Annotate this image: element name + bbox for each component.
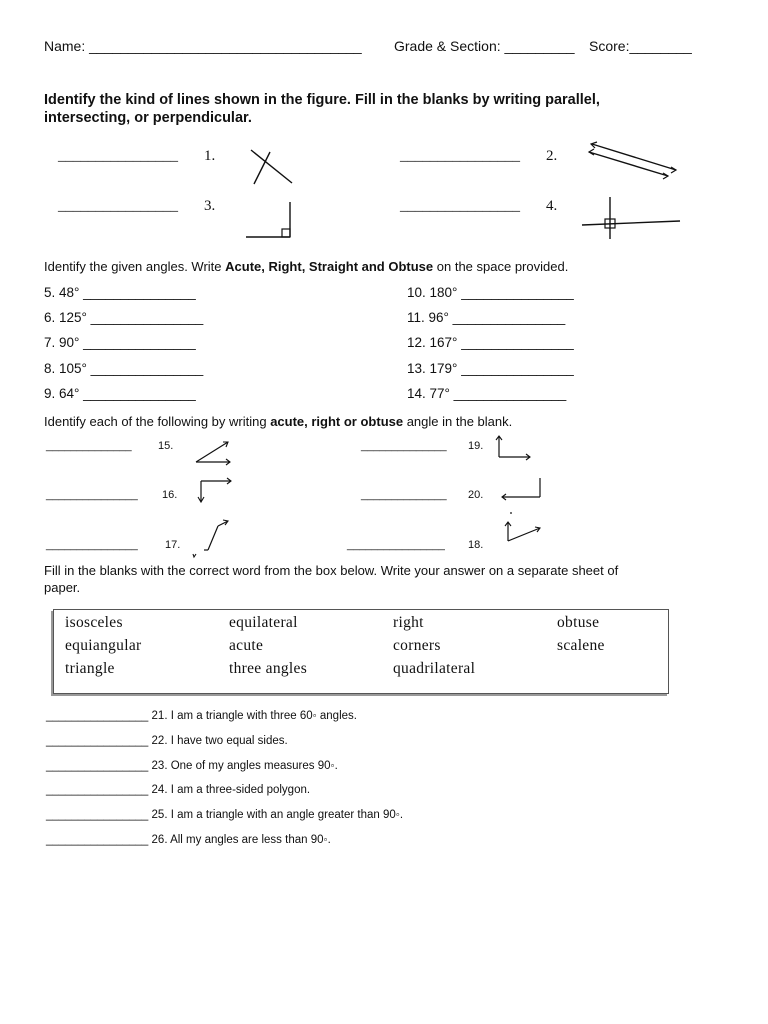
angle-item-12: 12. 167° _______________ — [407, 335, 574, 350]
part1-instruction-line2: intersecting, or perpendicular. — [44, 110, 252, 126]
question-25: ________________ 25. I am a triangle with an angle greater than 90◦. — [46, 809, 404, 821]
angle-item-9: 9. 64° _______________ — [44, 386, 196, 401]
item20-number: 20. — [468, 489, 484, 501]
item15-blank: ______________ — [46, 440, 132, 452]
item16-blank: _______________ — [46, 489, 138, 501]
item15-number: 15. — [158, 440, 174, 452]
word-obtuse: obtuse — [557, 614, 600, 631]
item16-number: 16. — [162, 489, 178, 501]
angle-item-7: 7. 90° _______________ — [44, 335, 196, 350]
parallel-lines-figure — [586, 138, 686, 183]
word-equiangular: equiangular — [65, 637, 142, 654]
item3-blank: ________________ — [58, 198, 178, 214]
perpendicular-corner-figure — [244, 200, 296, 242]
item4-number: 4. — [546, 198, 558, 214]
angle-item-11: 11. 96° _______________ — [407, 310, 566, 325]
item4-blank: ________________ — [400, 198, 520, 214]
item18-number: 18. — [468, 539, 484, 551]
item2-number: 2. — [546, 148, 558, 164]
word-acute: acute — [229, 637, 264, 654]
angle-figure-17 — [190, 516, 234, 560]
perpendicular-cross-figure — [580, 195, 684, 241]
word-right: right — [393, 614, 424, 631]
angle-item-10: 10. 180° _______________ — [407, 285, 574, 300]
item17-blank: _______________ — [46, 539, 138, 551]
part2-instruction: Identify the given angles. Write Acute, Right, Straight and Obtuse on the space provided. — [44, 259, 569, 274]
angle-item-6: 6. 125° _______________ — [44, 310, 204, 325]
angle-item-8: 8. 105° _______________ — [44, 361, 204, 376]
item3-number: 3. — [204, 198, 216, 214]
item17-number: 17. — [165, 539, 181, 551]
question-21: ________________ 21. I am a triangle with three 60◦ angles. — [46, 710, 357, 722]
word-corners: corners — [393, 637, 441, 654]
question-26: ________________ 26. All my angles are less than 90◦. — [46, 834, 331, 846]
grade-section-field-label: Grade & Section: _________ — [394, 38, 575, 54]
word-equilateral: equilateral — [229, 614, 298, 631]
part1-instruction-line1: Identify the kind of lines shown in the figure. Fill in the blanks by writing parallel, — [44, 92, 600, 108]
angle-figure-20 — [494, 475, 546, 505]
angle-figure-15 — [192, 437, 240, 467]
item19-number: 19. — [468, 440, 484, 452]
part4-instruction-line2: paper. — [44, 580, 81, 595]
angle-figure-19 — [494, 432, 538, 462]
part4-instruction-line1: Fill in the blanks with the correct word from the box below. Write your answer on a separate sheet of — [44, 563, 619, 578]
question-23: ________________ 23. One of my angles measures 90◦. — [46, 760, 338, 772]
score-field-label: Score:________ — [589, 38, 692, 54]
item19-blank: ______________ — [361, 440, 447, 452]
word-quadrilateral: quadrilateral — [393, 660, 476, 677]
word-triangle: triangle — [65, 660, 115, 677]
angle-item-5: 5. 48° _______________ — [44, 285, 196, 300]
question-22: ________________ 22. I have two equal sides. — [46, 735, 288, 747]
item1-blank: ________________ — [58, 148, 178, 164]
item18-blank: ________________ — [347, 539, 445, 551]
angle-figure-16 — [195, 474, 239, 506]
part3-instruction: Identify each of the following by writing acute, right or obtuse angle in the blank. — [44, 414, 513, 429]
word-three-angles: three angles — [229, 660, 308, 677]
angle-figure-18 — [500, 508, 546, 546]
item1-number: 1. — [204, 148, 216, 164]
item20-blank: ______________ — [361, 489, 447, 501]
word-scalene: scalene — [557, 637, 605, 654]
intersecting-lines-figure — [248, 148, 298, 188]
word-isosceles: isosceles — [65, 614, 123, 631]
item2-blank: ________________ — [400, 148, 520, 164]
name-field-label: Name: ___________________________________ — [44, 38, 362, 54]
question-24: ________________ 24. I am a three-sided polygon. — [46, 784, 311, 796]
angle-item-14: 14. 77° _______________ — [407, 386, 567, 401]
angle-item-13: 13. 179° _______________ — [407, 361, 574, 376]
